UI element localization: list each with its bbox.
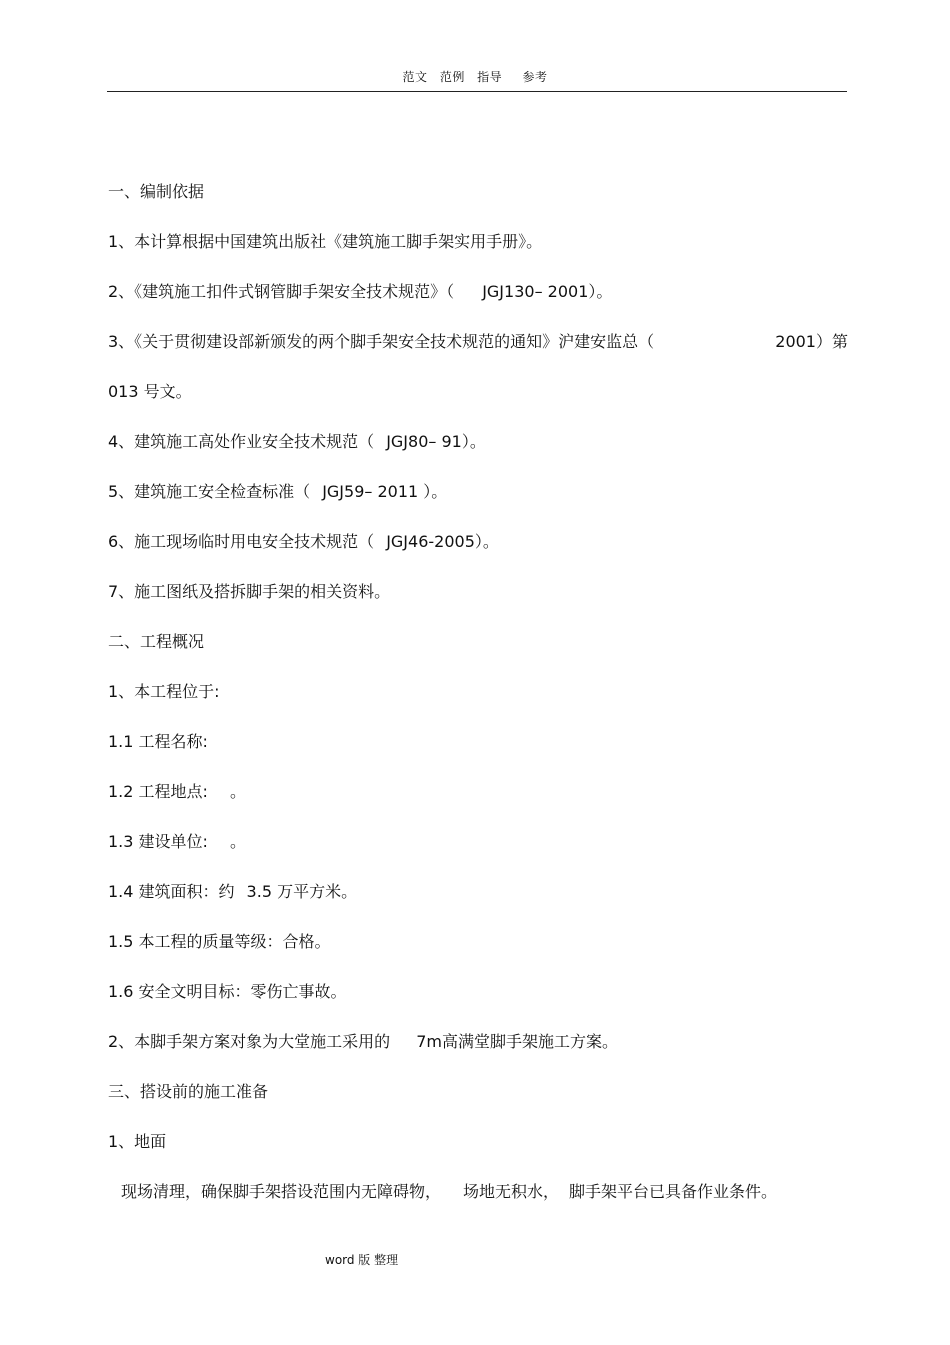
paragraph-basis-6: [108, 532, 848, 552]
section-heading-basis: 一、编制依据: [108, 182, 205, 201]
header-item: 范例: [439, 70, 465, 84]
text-segment: 1.4 建筑面积：约: [108, 882, 235, 901]
paragraph-basis-1: 1、本计算根据中国建筑出版社《建筑施工脚手架实用手册》。: [108, 232, 543, 251]
header-item: 指导: [477, 70, 503, 84]
text-segment: 3.5 万平方米。: [246, 882, 358, 901]
text-segment: JGJ80– 91）。: [386, 432, 486, 451]
text-segment: 2、本脚手架方案对象为大堂施工采用的: [108, 1032, 391, 1051]
paragraph-project-name: 1.1 工程名称:: [108, 732, 208, 751]
text-segment: JGJ130– 2001）。: [482, 282, 613, 301]
header-item: 参考: [522, 70, 548, 84]
text-segment: 。: [229, 832, 246, 851]
header-item: 范文: [402, 70, 428, 84]
paragraph-safety-target: 1.6 安全文明目标：零伤亡事故。: [108, 982, 347, 1001]
text-segment: 。: [229, 782, 246, 801]
text-segment: JGJ46-2005）。: [386, 532, 499, 551]
section-heading-preparation: 三、搭设前的施工准备: [108, 1082, 269, 1101]
paragraph-basis-5: [108, 482, 848, 502]
text-segment: 2001）第: [775, 332, 848, 351]
text-segment: 现场清理，确保脚手架搭设范围内无障碍物，: [121, 1182, 442, 1201]
paragraph-quality-grade: 1.5 本工程的质量等级：合格。: [108, 932, 331, 951]
header-rule: [107, 91, 847, 92]
paragraph-ground-heading: 1、地面: [108, 1132, 167, 1151]
paragraph-ground-detail: [121, 1182, 861, 1202]
paragraph-overview-1: 1、本工程位于:: [108, 682, 220, 701]
paragraph-basis-3-cont: 013 号文。: [108, 382, 192, 401]
paragraph-basis-4: [108, 432, 848, 452]
paragraph-basis-7: 7、施工图纸及搭拆脚手架的相关资料。: [108, 582, 391, 601]
text-segment: 1.2 工程地点:: [108, 782, 208, 801]
page-header: [0, 68, 950, 85]
text-segment: 2、《建筑施工扣件式钢管脚手架安全技术规范》（: [108, 282, 455, 301]
paragraph-basis-2: [108, 282, 848, 302]
text-segment: 3、《关于贯彻建设部新颁发的两个脚手架安全技术规范的通知》沪建安监总（: [108, 332, 655, 351]
page-footer: word 版 整理: [325, 1253, 399, 1267]
text-segment: 6、施工现场临时用电安全技术规范（: [108, 532, 375, 551]
text-segment: 7m高满堂脚手架施工方案。: [416, 1032, 618, 1051]
text-segment: JGJ59– 2011 ）。: [322, 482, 448, 501]
text-segment: 场地无积水，: [463, 1182, 560, 1201]
section-heading-overview: 二、工程概况: [108, 632, 205, 651]
paragraph-building-area: [108, 882, 848, 902]
text-segment: 脚手架平台已具备作业条件。: [569, 1182, 778, 1201]
paragraph-project-owner: [108, 832, 848, 852]
text-segment: 1.3 建设单位:: [108, 832, 208, 851]
paragraph-project-location: [108, 782, 848, 802]
paragraph-basis-3: [108, 332, 848, 352]
text-segment: 5、建筑施工安全检查标准（: [108, 482, 311, 501]
text-segment: 4、建筑施工高处作业安全技术规范（: [108, 432, 375, 451]
paragraph-overview-2: [108, 1032, 848, 1052]
